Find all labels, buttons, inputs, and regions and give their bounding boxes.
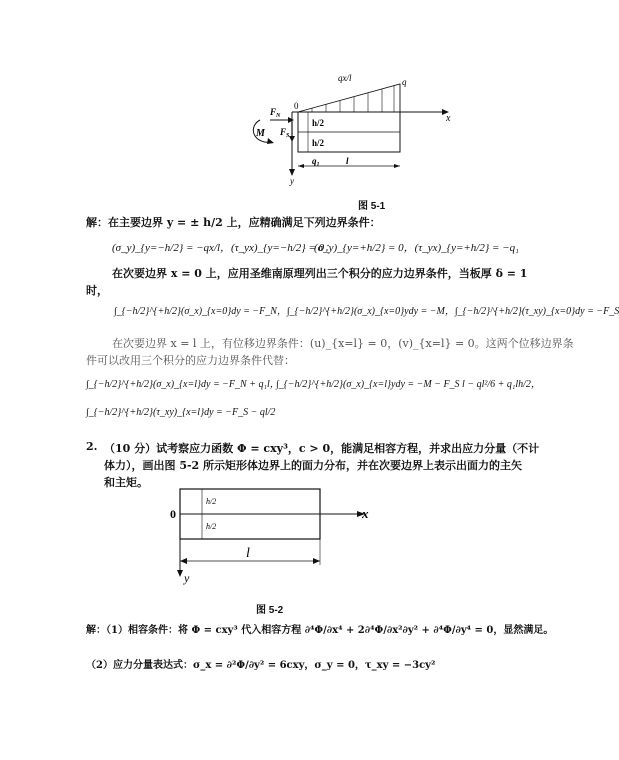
h-top-label: h/2 (206, 497, 217, 506)
solution1-int2b: ∫_{−h/2}^{+h/2}(σ_x)_{x=l}ydy = −M − F_S l − ql²/6 + q₁lh/2， (276, 379, 541, 390)
fs-arrowhead-icon (289, 136, 295, 142)
solution1-line3b: 件可以改用三个积分的应力边界条件代替： (86, 354, 295, 367)
solution1-line1: 解：在主要边界 y = ± h/2 上，应精确满足下列边界条件： (86, 216, 381, 229)
l-label: l (246, 546, 250, 561)
solution1-line2: 在次要边界 x = 0 上，应用圣维南原理列出三个积分的应力边界条件，当板厚 δ = 1 (112, 267, 528, 280)
fn-arrowhead-icon (288, 117, 294, 123)
solution1-eq1b: (σ_y)_{y=+h/2} = 0，(τ_yx)_{y=+h/2} = −q₁ (314, 242, 519, 254)
y-arrow-icon (177, 570, 183, 577)
x-label: x (362, 506, 369, 521)
problem2-text2: 体力），画出图 5-2 所示矩形体边界上的面力分布，并在次要边界上表示出面力的主矢 (104, 459, 523, 472)
load-label: qx/l (338, 73, 352, 83)
solution1-int2a: ∫_{−h/2}^{+h/2}(σ_x)_{x=l}dy = −F_N + q₁l， (86, 379, 280, 390)
load-hatch (312, 86, 394, 112)
solution2-step1: 解：（1）相容条件：将 Φ = cxy³ 代入相容方程 ∂⁴Φ/∂x⁴ + 2∂⁴Φ/∂x²∂y² + ∂⁴Φ/∂y⁴ = 0，显然满足。 (86, 625, 554, 636)
h-top-label: h/2 (312, 118, 325, 128)
m-label: M (256, 128, 265, 139)
problem2-text1: （10 分）试考察应力函数 Φ = cxy³，c > 0，能满足相容方程，并求出应力分量（不计 (104, 442, 540, 455)
solution1-line2b: 时， (86, 284, 108, 297)
l-right-arrow-icon (313, 558, 320, 564)
figure-5-2 (168, 485, 378, 585)
figure-5-1 (230, 72, 460, 187)
q1-label: $q_1$ (312, 156, 320, 168)
figure-5-2-caption: 图 5-2 (256, 605, 284, 616)
solution1-line3: 在次要边界 x = l 上，有位移边界条件：(u)_{x=l} = 0，(v)_{x=l} = 0。这两个位移边界条 (112, 337, 574, 350)
l-right-arrow-icon (394, 164, 400, 168)
solution1-int1: ∫_{−h/2}^{+h/2}(σ_x)_{x=0}dy = −F_N，∫_{−h/2}^{+h/2}(σ_x)_{x=0}ydy = −M，∫_{−h/2}^{+h/2}(τ_xy)_{x=0}dy = −F_S (114, 306, 619, 317)
l-left-arrow-icon (298, 164, 304, 168)
fs-label: $F_S$ (280, 127, 290, 139)
moment-arrowhead-icon (267, 138, 274, 144)
h-bot-label: h/2 (312, 138, 325, 148)
problem2-number: 2. (86, 440, 98, 453)
origin-label: 0 (170, 507, 176, 521)
q-label: q (402, 77, 407, 87)
y-arrow-icon (289, 169, 295, 176)
solution1-eq1a: (σ_y)_{y=−h/2} = −qx/l，(τ_yx)_{y=−h/2} = 0； (112, 242, 336, 254)
x-label: x (446, 113, 451, 124)
solution2-step2: （2）应力分量表达式：σ_x = ∂²Φ/∂y² = 6cxy，σ_y = 0，τ_xy = −3cy² (86, 660, 436, 671)
origin-label: 0 (294, 101, 299, 111)
problem2-text3: 和主矩。 (104, 476, 148, 489)
triangular-load (298, 84, 400, 112)
l-label: l (346, 156, 349, 166)
fn-label: $F_N$ (270, 107, 281, 119)
y-label: y (184, 571, 190, 585)
h-bot-label: h/2 (206, 522, 217, 531)
figure-5-1-caption: 图 5-1 (358, 201, 386, 212)
l-left-arrow-icon (180, 558, 187, 564)
solution1-int2c: ∫_{−h/2}^{+h/2}(τ_xy)_{x=l}dy = −F_S − ql/2 (86, 407, 276, 418)
y-label: y (290, 176, 294, 186)
